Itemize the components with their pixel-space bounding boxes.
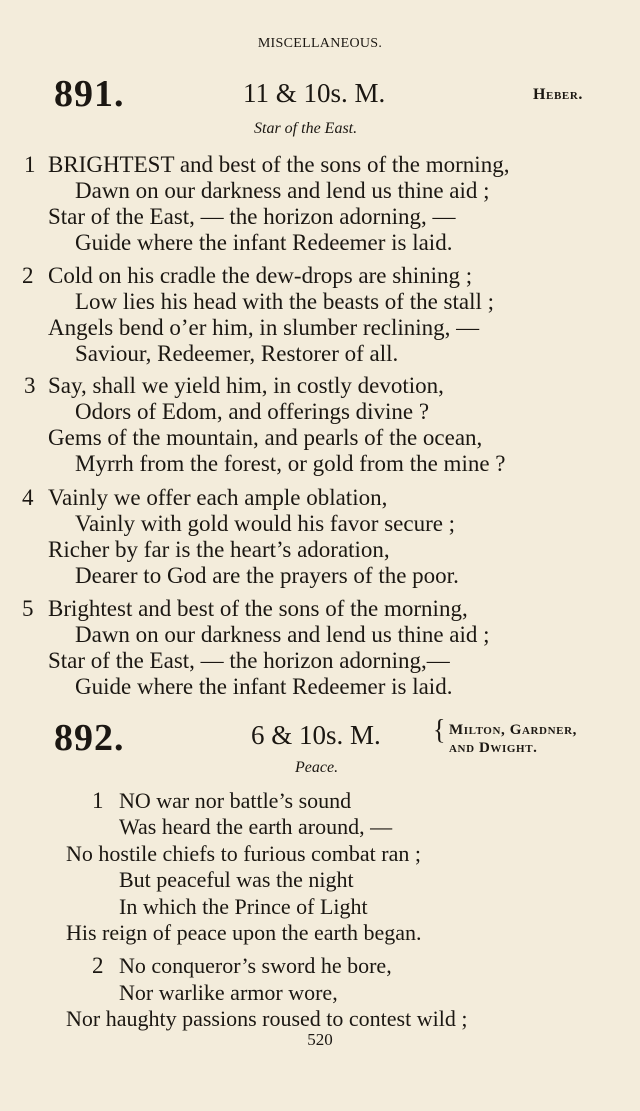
verse-line: Dawn on our darkness and lend us thine aid ; [75, 622, 490, 647]
hymn-number: 891. [54, 73, 125, 115]
verse-line: Vainly we offer each ample oblation, [48, 485, 388, 510]
page-number: 520 [307, 1030, 333, 1049]
verse-number: 4 [22, 485, 34, 510]
verse-number: 2 [92, 953, 104, 978]
verse-line: Angels bend o’er him, in slumber reclining, — [48, 315, 480, 340]
verse-number: 5 [22, 596, 34, 621]
verse-line: Myrrh from the forest, or gold from the mine ? [75, 451, 506, 476]
verse-line: No conqueror’s sword he bore, [119, 953, 392, 978]
verse-line: Low lies his head with the beasts of the stall ; [75, 289, 495, 314]
hymn-subtitle: Star of the East. [254, 120, 358, 137]
verse-line: Odors of Edom, and offerings divine ? [75, 399, 430, 424]
verse-line: But peaceful was the night [119, 867, 354, 892]
verse-line: Guide where the infant Redeemer is laid. [75, 230, 453, 255]
hymn-number: 892. [54, 717, 125, 759]
verse-line: His reign of peace upon the earth began. [66, 920, 422, 945]
verse-line: Star of the East, — the horizon adorning,— [48, 648, 450, 673]
verse-line: Brightest and best of the sons of the morning, [48, 596, 468, 621]
verse-line: Nor haughty passions roused to contest wild ; [66, 1006, 468, 1031]
hymn-meter: 6 & 10s. M. [251, 720, 381, 750]
hymn-meter: 11 & 10s. M. [243, 78, 386, 108]
hymn-subtitle: Peace. [295, 759, 339, 776]
verse-line: Nor warlike armor wore, [119, 980, 338, 1005]
hymn-author: and Dwight. [449, 740, 538, 756]
verse-line: Richer by far is the heart’s adoration, [48, 537, 390, 562]
running-head: MISCELLANEOUS. [257, 36, 383, 51]
brace-glyph: { [433, 713, 446, 746]
verse-line: In which the Prince of Light [119, 894, 368, 919]
verse-line: NO war nor battle’s sound [119, 788, 352, 813]
verse-line: No hostile chiefs to furious combat ran ; [66, 841, 421, 866]
verse-line: Say, shall we yield him, in costly devotion, [48, 373, 444, 398]
hymn-author: Heber. [533, 86, 583, 103]
verse-line: Was heard the earth around, — [119, 814, 393, 839]
verse-number: 1 [92, 788, 104, 813]
verse-line: Gems of the mountain, and pearls of the ocean, [48, 425, 483, 450]
verse-line: Dearer to God are the prayers of the poor. [75, 563, 459, 588]
verse-line: Vainly with gold would his favor secure ; [75, 511, 456, 536]
hymn-author: Milton, Gardner, [449, 722, 577, 738]
verse-number: 1 [24, 152, 36, 177]
verse-line: Dawn on our darkness and lend us thine aid ; [75, 178, 490, 203]
verse-line: Cold on his cradle the dew-drops are shining ; [48, 263, 473, 288]
verse-line: BRIGHTEST and best of the sons of the morning, [48, 152, 510, 177]
verse-line: Saviour, Redeemer, Restorer of all. [75, 341, 399, 366]
verse-number: 2 [22, 263, 34, 288]
verse-line: Star of the East, — the horizon adorning, — [48, 204, 456, 229]
verse-number: 3 [24, 373, 36, 398]
verse-line: Guide where the infant Redeemer is laid. [75, 674, 453, 699]
